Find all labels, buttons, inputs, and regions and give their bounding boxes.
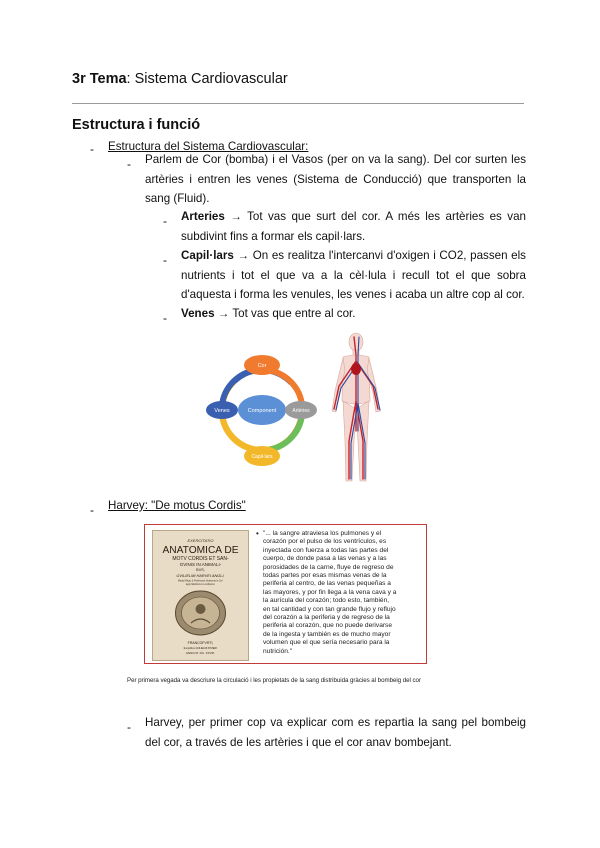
item-text: Tot vas que surt del cor. A més les artèries es van subdivint fins a formar els capil·lars. [181, 210, 526, 243]
cover-line: ANATOMICA DE [162, 545, 239, 556]
cover-line: EXERCITATIO [187, 538, 214, 543]
cover-line: GVINIS IN ANIMALI- [179, 562, 222, 567]
item-arrow: → [230, 210, 242, 223]
item-capillars [181, 246, 526, 305]
item-arteries [181, 207, 526, 246]
item-text: On es realitza l'intercanvi d'oxigen i CO2, passen els nutrients i tot el que va a la cèl·lula i recull tot el que sobra d'aquesta i forma les venules, les venes i acaba un altre cop al cor. [181, 249, 526, 301]
cover-line: ANNO M. DC. XXVIII. [185, 651, 216, 655]
quote-line: corazón por el pulso de los ventrículos, es [263, 538, 387, 546]
book-cover [152, 530, 249, 661]
bullet-dash: - [163, 214, 167, 228]
cover-line: Medici Regii, & Professoris Anatomia in Col- [178, 580, 223, 583]
bullet-dash: - [163, 253, 167, 267]
item-term: Venes [181, 307, 215, 320]
structure-label: Estructura del Sistema Cardiovascular: [108, 140, 309, 153]
harvey-final: Harvey, per primer cop va explicar com es repartia la sang pel bombeig del cor, a través de les artèries i que el cor anav bombejant. [145, 716, 526, 749]
bullet-dash: - [90, 503, 94, 517]
item-venes [181, 304, 526, 324]
harvey-quote [263, 530, 423, 656]
quote-line: periferia al corazón, que no puede derivarse [263, 622, 393, 630]
page-title-rest: : Sistema Cardiovascular [126, 71, 288, 87]
item-term: Capil·lars [181, 249, 234, 262]
quote-line: porosidades de la carne, fluye de regreso de [263, 563, 394, 571]
cover-line: MOTV CORDIS ET SAN- [172, 556, 229, 562]
bullet-dash: - [127, 720, 131, 734]
bullet-dash: - [90, 142, 94, 156]
cycle-diagram [203, 350, 321, 470]
item-text: Tot vas que entre al cor. [232, 307, 356, 320]
cover-line: FRANCOFVRTI, [187, 641, 214, 645]
cover-line: GVILIELMI HARVEI ANGLI, [176, 573, 225, 578]
structure-intro: Parlem de Cor (bomba) i el Vasos (per on va la sang). Del cor surten les artèries i entren les venes (Sistema de Conducció) que transporten la sang (Fluid). [145, 153, 526, 205]
page-title-bold: 3r Tema [72, 71, 127, 87]
quote-line: nutrición." [263, 647, 293, 655]
book-cover-art [153, 531, 248, 660]
quote-line: todas partes por esas mismas venas de la [263, 572, 387, 580]
harvey-label: Harvey: "De motus Cordis" [108, 499, 246, 512]
cover-line: Sumptibus GVILIELMI FITZERI. [183, 647, 218, 650]
node-capillars-label: Capil·lars [251, 454, 273, 460]
page-title [72, 71, 288, 87]
figure-caption: Per primera vegada va descriure la circulació i les propietats de la sang distribuida gràcies al bombeig del cor [127, 677, 421, 684]
item-arrow: → [217, 307, 230, 320]
quote-line: periferia al centro, de las venas pequeñas a [263, 580, 391, 588]
item-term: Arteries [181, 210, 225, 223]
item-arrow: → [237, 249, 250, 262]
section-heading: Estructura i funció [72, 117, 201, 133]
quote-line: volumen que el que sería necesario para la [263, 639, 390, 647]
title-divider [72, 103, 524, 104]
node-arteries-label: Artèries [292, 408, 310, 414]
quote-line: de la ingesta y también es de mucho mayor [263, 630, 391, 638]
node-cor-label: Cor [257, 363, 267, 369]
cover-line: BVS, [196, 568, 205, 572]
quote-line: inyectada con fuerza a todas las partes del [263, 546, 389, 554]
harvey-figure [144, 524, 427, 664]
quote-line: "... la sangre atraviesa los pulmones y el [263, 530, 382, 537]
node-venes-label: Venes [214, 408, 230, 414]
quote-line: las mayores, y por fin llega a la vena cava y a [263, 588, 397, 596]
quote-line: la aurícula del corazón; todo esto, también, [263, 597, 390, 605]
circulatory-body-illustration [327, 331, 385, 487]
cover-line: legio Medicorum Londinensi. [185, 584, 216, 586]
bullet-dash: - [163, 311, 167, 325]
quote-bullet-icon: • [256, 529, 259, 538]
quote-line: cuerpo, de donde pasa a las venas y a las [263, 555, 387, 563]
heart-shape [351, 363, 361, 375]
quote-line: en tal cantidad y con tan grande flujo y reflujo [263, 605, 396, 613]
bullet-dash: - [127, 157, 131, 171]
center-label: Component [247, 408, 277, 414]
quote-line: del corazón a la periferia y de regreso de la [263, 614, 390, 622]
